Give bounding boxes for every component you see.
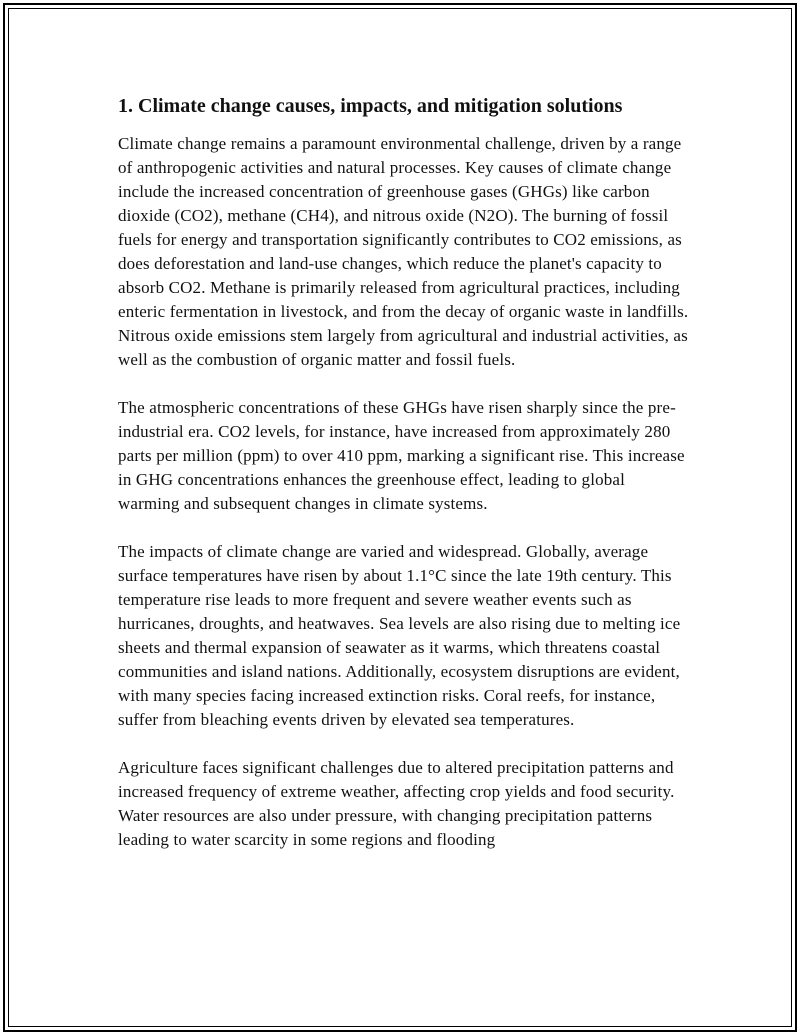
paragraph-concentrations: The atmospheric concentrations of these GHGs have risen sharply since the pre-industrial era. CO2 levels, for instance, have increased from approximately 280 parts per million (ppm) to over 410 ppm, marking a significant rise. This increase in GHG concentrations enhances the greenhouse effect, leading to global warming and subsequent changes in climate systems. [118,398,685,513]
document-page [118,92,690,876]
paragraph-causes: Climate change remains a paramount environmental challenge, driven by a range of anthropogenic activities and natural processes. Key causes of climate change include the increased concentration of greenhouse gases (GHGs) like carbon dioxide (CO2), methane (CH4), and nitrous oxide (N2O). The burning of fossil fuels for energy and transportation significantly contributes to CO2 emissions, as does deforestation and land-use changes, which reduce the planet's capacity to absorb CO2. Methane is primarily released from agricultural practices, including enteric fermentation in livestock, and from the decay of organic waste in landfills. Nitrous oxide emissions stem largely from agricultural and industrial activities, as well as the combustion of organic matter and fossil fuels. [118,134,689,369]
section-heading: 1. Climate change causes, impacts, and mitigation solutions [118,95,623,117]
paragraph-agriculture: Agriculture faces significant challenges due to altered precipitation patterns and increased frequency of extreme weather, affecting crop yields and food security. Water resources are also under pressure, with changing precipitation patterns leading to water scarcity in some regions and flooding [118,758,675,849]
paragraph-impacts: The impacts of climate change are varied and widespread. Globally, average surface temperatures have risen by about 1.1°C since the late 19th century. This temperature rise leads to more frequent and severe weather events such as hurricanes, droughts, and heatwaves. Sea levels are also rising due to melting ice sheets and thermal expansion of seawater as it warms, which threatens coastal communities and island nations. Additionally, ecosystem disruptions are evident, with many species facing increased extinction risks. Coral reefs, for instance, suffer from bleaching events driven by elevated sea temperatures. [118,542,681,729]
